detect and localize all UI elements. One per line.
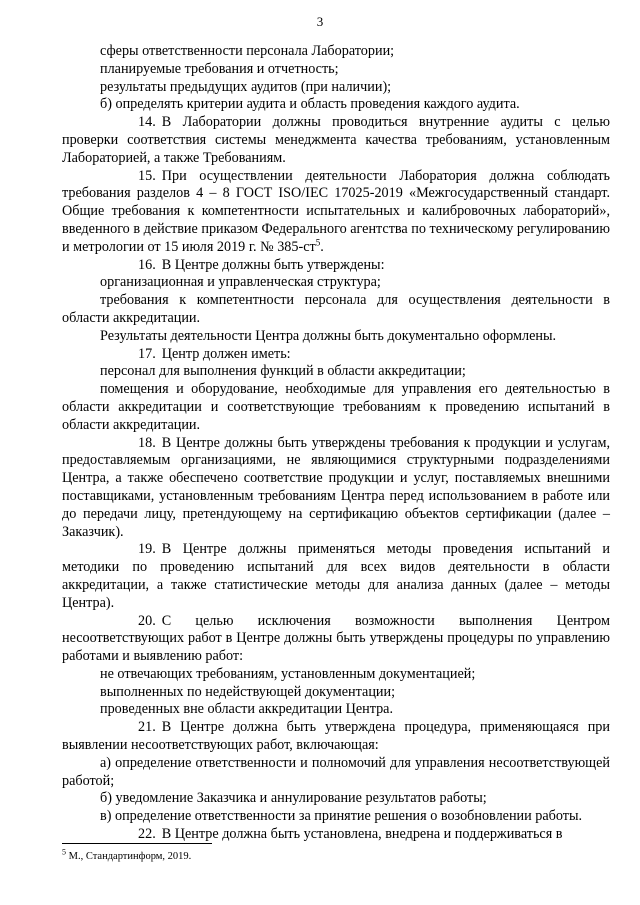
paragraph-number: 14. — [138, 114, 156, 131]
footnote-text: М., Стандартинформ, 2019. — [68, 851, 192, 862]
paragraph — [62, 346, 610, 364]
paragraph — [62, 79, 610, 97]
paragraph — [62, 257, 610, 275]
paragraph-number: 22. — [138, 826, 156, 843]
paragraph — [62, 381, 610, 434]
paragraph-number: 19. — [138, 541, 156, 558]
paragraph — [62, 274, 610, 292]
paragraph-text: выполненных по недействующей документации; — [100, 683, 396, 700]
paragraph-text: С целью исключения возможности выполнения Центром несоответствующих работ в Центре должны быть утверждены процедуры по управлению работами и выявлению работ: — [62, 612, 610, 665]
paragraph-text: помещения и оборудование, необходимые для управления его деятельностью в области аккредитации и соответствующие требованиям к проведению испытаний в области аккредитации. — [62, 381, 610, 433]
paragraph — [62, 684, 610, 702]
paragraph-text: В Центре должна быть утверждена процедура, применяющаяся при выявлении несоответствующих работ, включающая: — [62, 719, 610, 754]
paragraph-text: требования к компетентности персонала для осуществления деятельности в области аккредитации. — [62, 292, 610, 326]
paragraph-number: 21. — [138, 719, 156, 736]
paragraph-text: В Центре должна быть установлена, внедрена и поддерживаться в — [161, 826, 563, 843]
paragraph-text: В Центре должны быть утверждены требования к продукции и услугам, предоставляемым организациями, не являющимися структурными подразделениями Центра, а также обеспечено соответствие продукции и услуг, поставляемых внешними поставщиками, установленным требованиям Центра перед использованием в работе или до передачи лицу, претендующему на сертификацию объектов сертификации (далее – Заказчик). — [62, 434, 610, 540]
paragraph — [62, 755, 610, 791]
paragraph — [62, 96, 610, 114]
paragraph-text: сферы ответственности персонала Лаборатории; — [100, 43, 395, 59]
footnote — [62, 847, 192, 862]
paragraph — [62, 363, 610, 381]
paragraph-text: планируемые требования и отчетность; — [100, 60, 339, 77]
paragraph — [62, 168, 610, 257]
paragraph — [62, 292, 610, 328]
paragraph-text: не отвечающих требованиям, установленным документацией; — [100, 665, 476, 682]
paragraph-text: б) уведомление Заказчика и аннулирование результатов работы; — [100, 790, 487, 807]
paragraph-text: а) определение ответственности и полномочий для управления несоответствующей работой; — [62, 754, 610, 789]
paragraph-text: результаты предыдущих аудитов (при наличии); — [100, 78, 392, 95]
paragraph-number: 20. — [138, 612, 156, 629]
paragraph-number: 15. — [138, 167, 156, 184]
footnote-reference: 5 — [315, 237, 321, 248]
paragraph — [62, 328, 610, 346]
paragraph-text: б) определять критерии аудита и область проведения каждого аудита. — [100, 96, 520, 113]
paragraph-text: персонал для выполнения функций в области аккредитации; — [100, 363, 466, 380]
footnote-divider — [62, 843, 212, 844]
paragraph — [62, 808, 610, 826]
paragraph-trailing-punctuation: . — [320, 238, 324, 255]
paragraph — [62, 114, 610, 167]
paragraph-text: Результаты деятельности Центра должны быть документально оформлены. — [100, 327, 557, 344]
paragraph-number: 16. — [138, 256, 156, 273]
paragraph — [62, 43, 610, 61]
paragraph-text: При осуществлении деятельности Лаборатория должна соблюдать требования разделов 4 – 8 ГОСТ ISO/IEC 17025-2019 «Межгосударственный стандарт. Общие требования к компетентности испытательных и калибровочных лабораторий», введенного в действие приказом Федерального агентства по техническому регулированию и метрологии от 15 июля 2019 г. № 385-ст — [62, 167, 610, 255]
paragraph — [62, 613, 610, 666]
paragraph — [62, 435, 610, 542]
paragraph-number: 18. — [138, 434, 156, 451]
paragraph — [62, 790, 610, 808]
paragraph-number: 17. — [138, 345, 156, 362]
paragraph-text: В Центре должны применяться методы проведения испытаний и методики по проведению испытаний для всех видов деятельности в области аккредитации, а также статистические методы для анализа данных (далее – методы Центра). — [62, 541, 610, 611]
paragraph-text: организационная и управленческая структура; — [100, 274, 381, 291]
document-body — [62, 43, 610, 844]
paragraph — [62, 541, 610, 612]
paragraph-text: проведенных вне области аккредитации Центра. — [100, 701, 394, 718]
paragraph — [62, 61, 610, 79]
paragraph-text: В Центре должны быть утверждены: — [161, 256, 385, 273]
paragraph — [62, 666, 610, 684]
paragraph-text: Центр должен иметь: — [161, 345, 291, 362]
paragraph — [62, 701, 610, 719]
footnote-mark: 5 — [62, 847, 66, 857]
paragraph — [62, 719, 610, 755]
paragraph — [62, 826, 610, 844]
paragraph-text: в) определение ответственности за принятие решения о возобновлении работы. — [100, 808, 583, 825]
page-number: 3 — [316, 14, 324, 29]
paragraph-text: В Лаборатории должны проводиться внутренние аудиты с целью проверки соответствия системы менеджмента качества требованиям, установленным Лабораторией, а также Требованиям. — [62, 114, 610, 166]
